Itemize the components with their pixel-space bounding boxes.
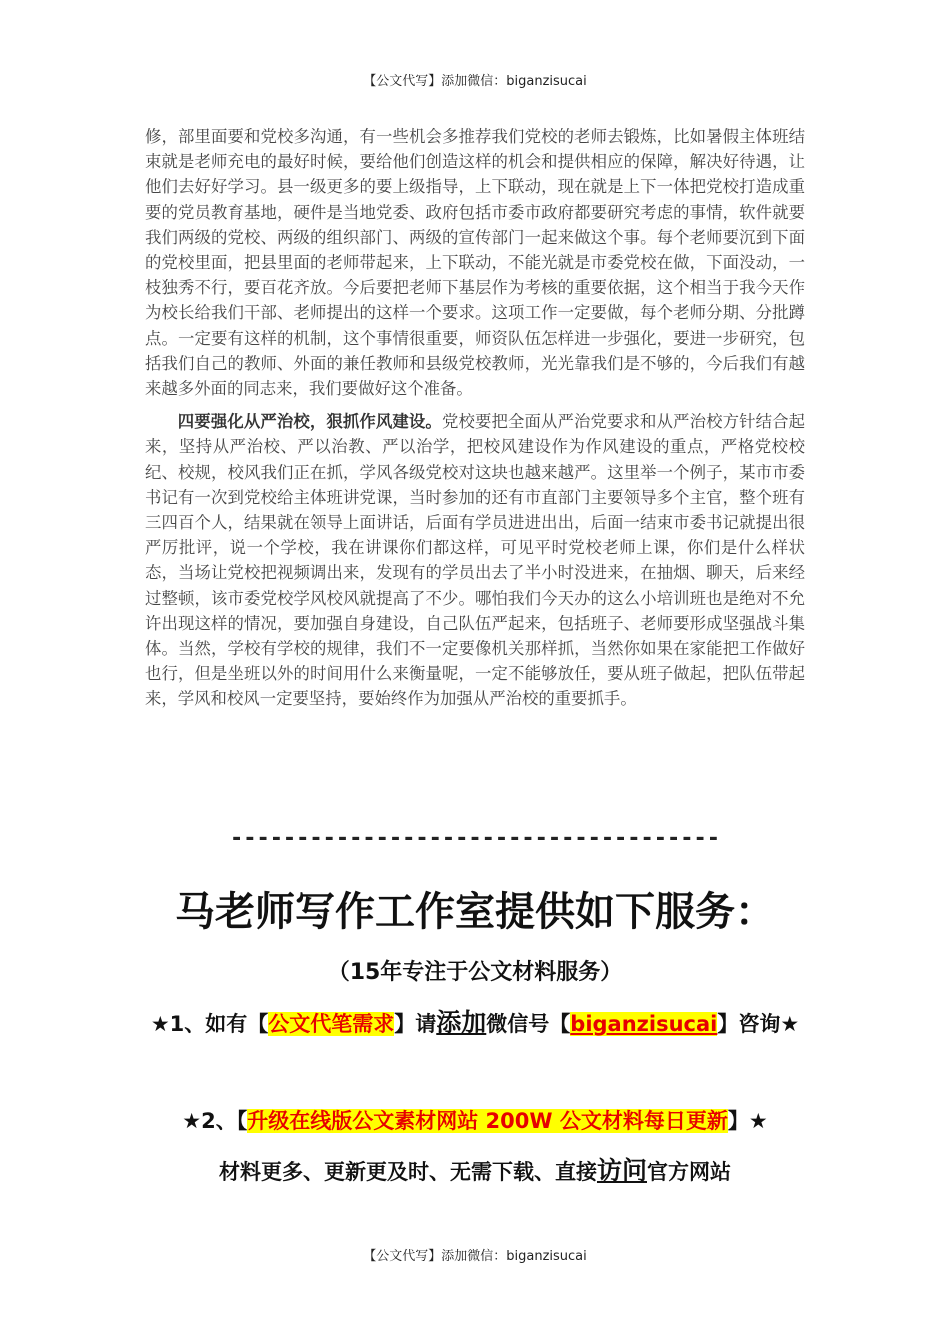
- promo-title: 马老师写作工作室提供如下服务：: [175, 889, 775, 935]
- promo-text: ★1、如有【: [150, 1012, 269, 1036]
- wechat-id[interactable]: biganzisucai: [570, 1012, 718, 1036]
- promo-text: 材料更多、更新更及时、无需下载、直接: [218, 1160, 597, 1184]
- page-header: 【公文代写】添加微信：biganzisucai: [363, 74, 587, 89]
- promo-subtitle: （15年专注于公文材料服务）: [327, 960, 623, 985]
- document-body: [145, 124, 805, 712]
- promo-text: ★2、【: [182, 1109, 248, 1133]
- promo-text: 官方网站: [647, 1160, 731, 1184]
- paragraph-continuation: 修，部里面要和党校多沟通，有一些机会多推荐我们党校的老师去锻炼，比如暑假主体班结束就是老师充电的最好时候，要给他们创造这样的机会和提供相应的保障，解决好待遇，让他们去好好学习。县一级更多的要上级指导，上下联动，现在就是上下一体把党校打造成重要的党员教育基地，硬件是当地党委、政府包括市委市政府都要研究考虑的事情，软件就要我们两级的党校、两级的组织部门、两级的宣传部门一起来做这个事。每个老师要沉到下面的党校里面，把县里面的老师带起来，上下联动，不能光就是市委党校在做，下面没动，一枝独秀不行，要百花齐放。今后要把老师下基层作为考核的重要依据，这个相当于我今天作为校长给我们干部、老师提出的这样一个要求。这项工作一定要做，每个老师分期、分批蹲点。一定要有这样的机制，这个事情很重要，师资队伍怎样进一步强化，要进一步研究，包括我们自己的教师、外面的兼任教师和县级党校教师，光光靠我们是不够的，今后我们有越来越多外面的同志来，我们要做好这个准备。: [145, 127, 805, 399]
- paragraph-text: 党校要把全面从严治党要求和从严治校方针结合起来，坚持从严治校、严以治教、严以治学，把校风建设作为作风建设的重点，严格党校校纪、校规，校风我们正在抓，学风各级党校对这块也越来越严。这里举一个例子，某市市委书记有一次到党校给主体班讲党课，当时参加的还有市直部门主要领导多个主官，整个班有三四百个人，结果就在领导上面讲话，后面有学员进进出出，后面一结束市委书记就提出很严厉批评，说一个学校，我在讲课你们都这样，可见平时党校老师上课，你们是什么样状态，当场让党校把视频调出来，发现有的学员出去了半小时没进来，在抽烟、聊天，后来经过整顿，该市委党校学风校风就提高了不少。哪怕我们今天办的这么小培训班也是绝对不允许出现这样的情况，要加强自身建设，自己队伍严起来，包括班子、老师要形成坚强战斗集体。当然，学校有学校的规律，我们不一定要像机关那样抓，当然你如果在家能把工作做好也行，但是坐班以外的时间用什么来衡量呢，一定不能够放任，要从班子做起，把队伍带起来，学风和校风一定要坚持，要始终作为加强从严治校的重要抓手。: [145, 412, 806, 709]
- emphasis-visit[interactable]: 访问: [596, 1156, 647, 1185]
- promo-text: 】咨询★: [717, 1012, 800, 1036]
- promo-text: 微信号【: [486, 1012, 571, 1036]
- promo-line-1: [140, 1000, 810, 1047]
- promo-line-3: [140, 1148, 810, 1195]
- divider-line: -------------------------------------: [229, 826, 721, 851]
- page-footer: 【公文代写】添加微信：biganzisucai: [363, 1249, 587, 1264]
- highlight-website: 升级在线版公文素材网站 200W 公文材料每日更新: [247, 1109, 728, 1133]
- paragraph-discipline: [145, 409, 805, 711]
- highlight-service: 公文代笔需求: [268, 1012, 395, 1036]
- emphasis-add: 添加: [436, 1008, 487, 1037]
- paragraph-heading: 四要强化从严治校，狠抓作风建设。: [177, 412, 442, 432]
- promo-text: 】请: [394, 1012, 437, 1036]
- promo-text: 】★: [727, 1109, 768, 1133]
- promo-line-2: [140, 1098, 810, 1144]
